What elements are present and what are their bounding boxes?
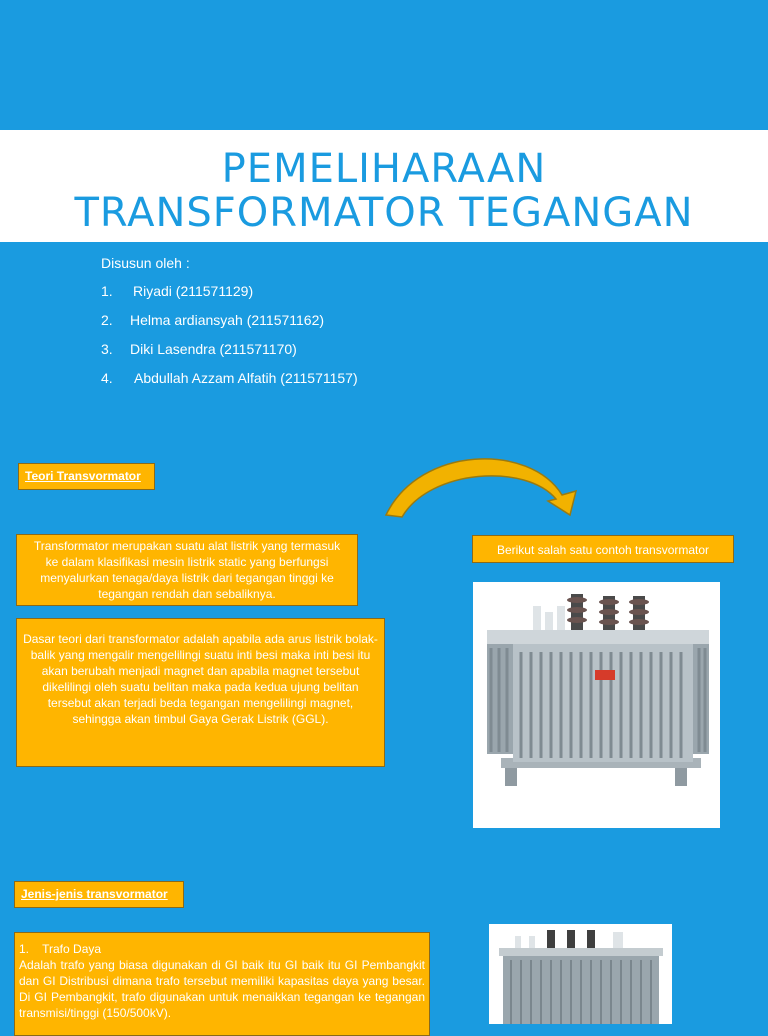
author-name: Diki Lasendra (211571170) xyxy=(130,341,297,357)
theory-paragraph-2: Dasar teori dari transformator adalah apabila ada arus listrik bolak-balik yang mengalir mengelilingi suatu inti besi maka inti besi itu akan berubah menjadi magnet dan apabila magnet tersebut dikelilingi oleh suatu belitan maka pada kedua ujung belitan tersebut akan terjadi beda tegangan mengelilingi magnet, sehingga akan timbul Gaya Gerak Listrik (GGL). xyxy=(16,618,385,767)
title-line-1: PEMELIHARAAN xyxy=(221,146,547,192)
types-item-title: 1. Trafo Daya xyxy=(19,942,102,956)
transformer-image-2 xyxy=(489,924,672,1024)
author-name: Helma ardiansyah (211571162) xyxy=(130,312,325,328)
theory-paragraph-1: Transformator merupakan suatu alat listrik yang termasuk ke dalam klasifikasi mesin listrik static yang berfungsi menyalurkan tenaga/daya listrik dari tegangan tinggi ke tegangan rendah dan sebaliknya. xyxy=(16,534,358,606)
author-name: Riyadi (211571129) xyxy=(133,283,254,299)
author-number: 2. xyxy=(101,312,113,328)
transformer-image xyxy=(473,582,720,828)
curved-arrow-icon xyxy=(380,455,590,525)
theory-heading: Teori Transvormator xyxy=(18,463,155,490)
types-item-body: Adalah trafo yang biasa digunakan di GI baik itu GI baik itu GI Pembangkit dan GI Distribusi dimana trafo tersebut memiliki kapasitas daya yang besar. Di GI Pembangkit, trafo digunakan untuk menaikkan tegangan ke tegangan transmisi/tinggi (150/500kV). xyxy=(19,958,425,1020)
example-caption: Berikut salah satu contoh transvormator xyxy=(472,535,734,563)
author-number: 1. xyxy=(101,283,113,299)
author-number: 4. xyxy=(101,370,113,386)
types-item-trafo-daya xyxy=(14,932,430,1036)
author-number: 3. xyxy=(101,341,113,357)
authors-label: Disusun oleh : xyxy=(101,255,190,271)
title-band xyxy=(0,130,768,242)
title-line-2: TRANSFORMATOR TEGANGAN xyxy=(74,190,694,236)
author-name: Abdullah Azzam Alfatih (211571157) xyxy=(134,370,358,386)
types-heading: Jenis-jenis transvormator xyxy=(14,881,184,908)
